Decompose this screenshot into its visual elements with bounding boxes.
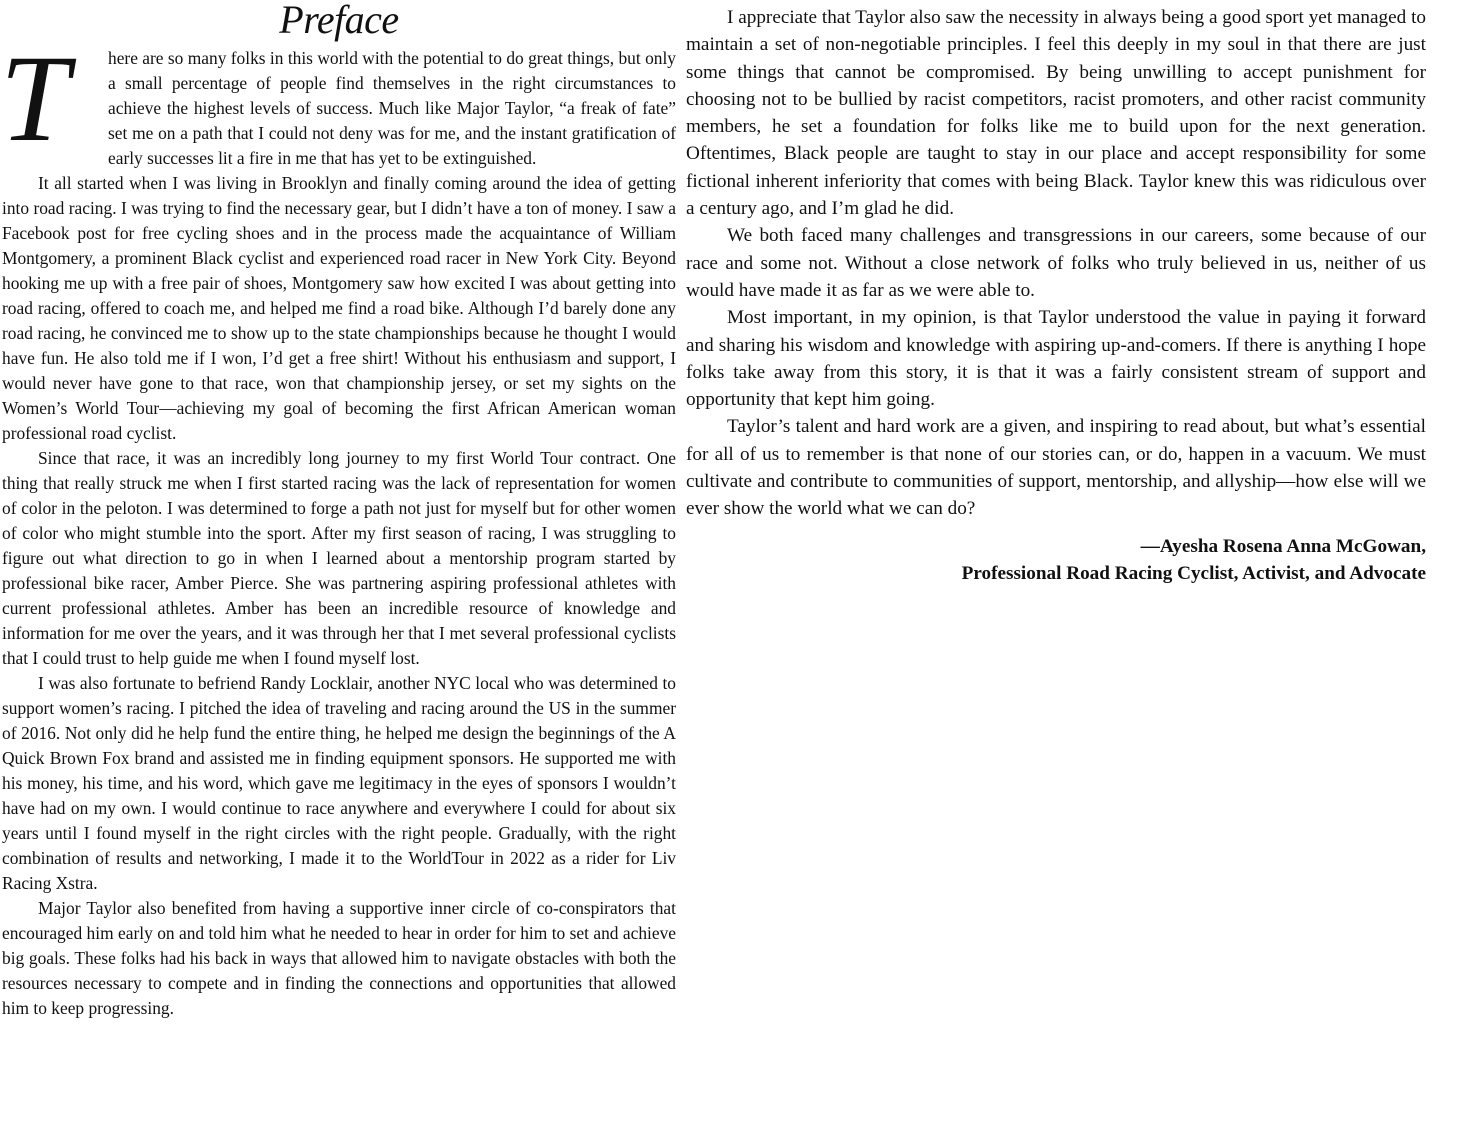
paragraph: It all started when I was living in Brooklyn and finally coming around the idea of getting into road racing. I was trying to find the necessary gear, but I didn’t have a ton of money. I saw a Facebook post for free cycling shoes and in the process made the acquaintance of William Montgomery, a prominent Black cyclist and experienced road racer in New York City. Beyond hooking me up with a free pair of shoes, Montgomery saw how excited I was about getting into road racing, offered to coach me, and helped me find a road bike. Although I’d barely done any road racing, he convinced me to show up to the state championships because he thought I would have fun. He also told me if I won, I’d get a free shirt! Without his enthusiasm and support, I would never have gone to that race, won that championship jersey, or set my sights on the Women’s World Tour—achieving my goal of becoming the first African American woman professional road cyclist. xyxy=(2,173,676,443)
drop-cap: T xyxy=(0,30,69,167)
paragraph: I appreciate that Taylor also saw the necessity in always being a good sport yet managed to maintain a set of non-negotiable principles. I feel this deeply in my soul in that there are just some things that cannot be compromised. By being unwilling to accept punishment for choosing not to be bullied by racist competitors, racist promoters, and other racist community members, he set a foundation for folks like me to build upon for the next generation. Oftentimes, Black people are taught to stay in our place and accept responsibility for some fictional inherent inferiority that comes with being Black. Taylor knew this was ridiculous over a century ago, and I’m glad he did. xyxy=(686,7,1426,220)
signature-block xyxy=(686,533,1426,588)
paragraph: We both faced many challenges and transgressions in our careers, some because of our race and some not. Without a close network of folks who truly believed in us, neither of us would have made it as far as we were able to. xyxy=(686,225,1426,301)
signature-name: —Ayesha Rosena Anna McGowan, xyxy=(1140,535,1426,557)
right-column xyxy=(686,4,1426,587)
paragraph: Taylor’s talent and hard work are a given, and inspiring to read about, but what’s essential for all of us to remember is that none of our stories can, or do, happen in a vacuum. We must cultivate and contribute to communities of support, mentorship, and allyship—how else will we ever show the world what we can do? xyxy=(686,416,1426,520)
paragraph: Since that race, it was an incredibly long journey to my first World Tour contract. One thing that really struck me when I first started racing was the lack of representation for women of color in the peloton. I was determined to forge a path not just for myself but for other women of color who might stumble into the sport. After my first season of racing, I was struggling to figure out what direction to go in when I learned about a mentorship program started by professional bike racer, Amber Pierce. She was partnering aspiring professional athletes with current professional athletes. Amber has been an incredible resource of knowledge and information for me over the years, and it was through her that I met several professional cyclists that I could trust to help guide me when I found myself lost. xyxy=(2,448,676,668)
paragraph: Most important, in my opinion, is that Taylor understood the value in paying it forward and sharing his wisdom and knowledge with aspiring up-and-comers. If there is anything I hope folks take away from this story, it is that it was a fairly consistent stream of support and opportunity that kept him going. xyxy=(686,307,1426,411)
paragraph-text: here are so many folks in this world with the potential to do great things, but only a small percentage of people find themselves in the right circumstances to achieve the highest levels of success. Much like Major Taylor, “a freak of fate” set me on a path that I could not deny was for me, and the instant gratification of early successes lit a fire in me that has yet to be extinguished. xyxy=(108,48,676,168)
paragraph: I was also fortunate to befriend Randy Locklair, another NYC local who was determined to support women’s racing. I pitched the idea of traveling and racing around the US in the summer of 2016. Not only did he help fund the entire thing, he helped me design the beginnings of the A Quick Brown Fox brand and assisted me in finding equipment sponsors. He supported me with his money, his time, and his word, which gave me legitimacy in the eyes of sponsors I wouldn’t have had on my own. I would continue to race anywhere and everywhere I could for about six years until I found myself in the right circles with the right people. Gradually, with the right combination of results and networking, I made it to the WorldTour in 2022 as a rider for Liv Racing Xstra. xyxy=(2,673,676,893)
paragraph: Major Taylor also benefited from having a supportive inner circle of co-conspirators that encouraged him early on and told him what he needed to hear in order for him to set and achieve big goals. These folks had his back in ways that allowed him to navigate obstacles with both the resources necessary to compete and in finding the connections and opportunities that allowed him to keep progressing. xyxy=(2,898,676,1018)
left-column xyxy=(2,0,676,1021)
signature-role: Professional Road Racing Cyclist, Activist, and Advocate xyxy=(961,562,1426,584)
paragraph-opening xyxy=(0,30,676,171)
page-title: Preface xyxy=(279,0,399,42)
